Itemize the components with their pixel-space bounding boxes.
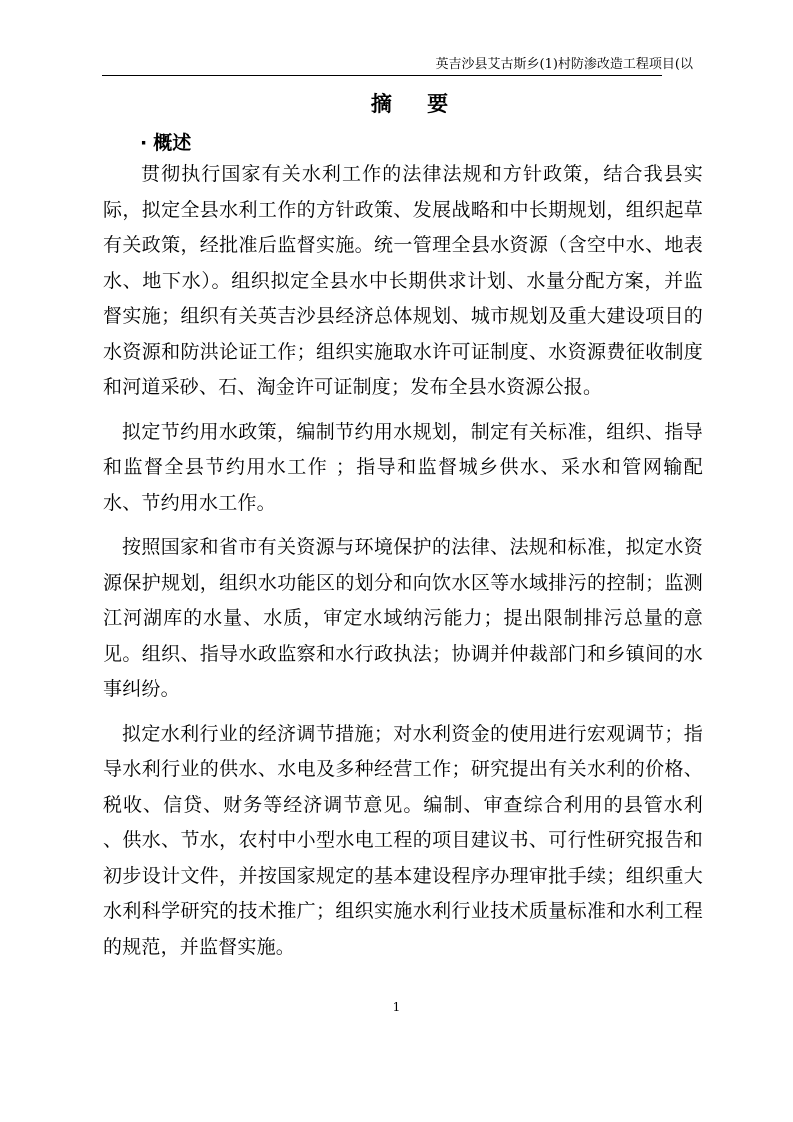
section-heading-label: 概述 bbox=[153, 132, 192, 154]
paragraph-economic-regulation: 拟定水利行业的经济调节措施；对水利资金的使用进行宏观调节；指导水利行业的供水、水电及多种经营工作；研究提出有关水利的价格、税收、信贷、财务等经济调节意见。编制、审查综合利用的县管水利 、供水、节水，农村中小型水电工程的项目建议书、可行性研究报告和初步设计文件，并按国家规定的基本建设程序办理审批手续；组织重大水利科学研究的技术推广；组织实施水利行业技术质量标准和水利工程的规范，并监督实施。 bbox=[103, 722, 703, 958]
bullet-icon: · bbox=[140, 132, 148, 154]
paragraph-water-saving: 拟定节约用水政策，编制节约用水规划，制定有关标准，组织、指导和监督全县节约用水工作 ；指导和监督城乡供水、采水和管网输配水、节约用水工作。 bbox=[103, 420, 703, 514]
body-text bbox=[103, 157, 703, 974]
section-heading bbox=[140, 128, 191, 155]
paragraph-overview: 贯彻执行国家有关水利工作的法律法规和方针政策，结合我县实际，拟定全县水利工作的方针政策、发展战略和中长期规划，组织起草有关政策，经批准后监督实施。统一管理全县水资源（含空中水、地表水、地下水）。组织拟定全县水中长期供求计划、水量分配方案，并监督实施；组织有关英吉沙县经济总体规划、城市规划及重大建设项目的水资源和防洪论证工作；组织实施取水许可证制度、水资源费征收制度和河道采砂、石、淘金许可证制度；发布全县水资源公报。 bbox=[103, 163, 703, 398]
header-rule bbox=[102, 75, 662, 76]
paragraph-water-protection: 按照国家和省市有关资源与环境保护的法律、法规和标准，拟定水资源保护规划，组织水功能区的划分和向饮水区等水域排污的控制；监测江河湖库的水量、水质，审定水域纳污能力；提出限制排污总量的意见。组织、指导水政监察和水行政执法；协调并仲裁部门和乡镇间的水事纠纷。 bbox=[103, 536, 703, 700]
running-header: 英吉沙县艾古斯乡(1)村防渗改造工程项目(以 bbox=[435, 57, 693, 72]
page-title: 摘 要 bbox=[370, 92, 463, 116]
page-number: 1 bbox=[392, 1000, 401, 1014]
